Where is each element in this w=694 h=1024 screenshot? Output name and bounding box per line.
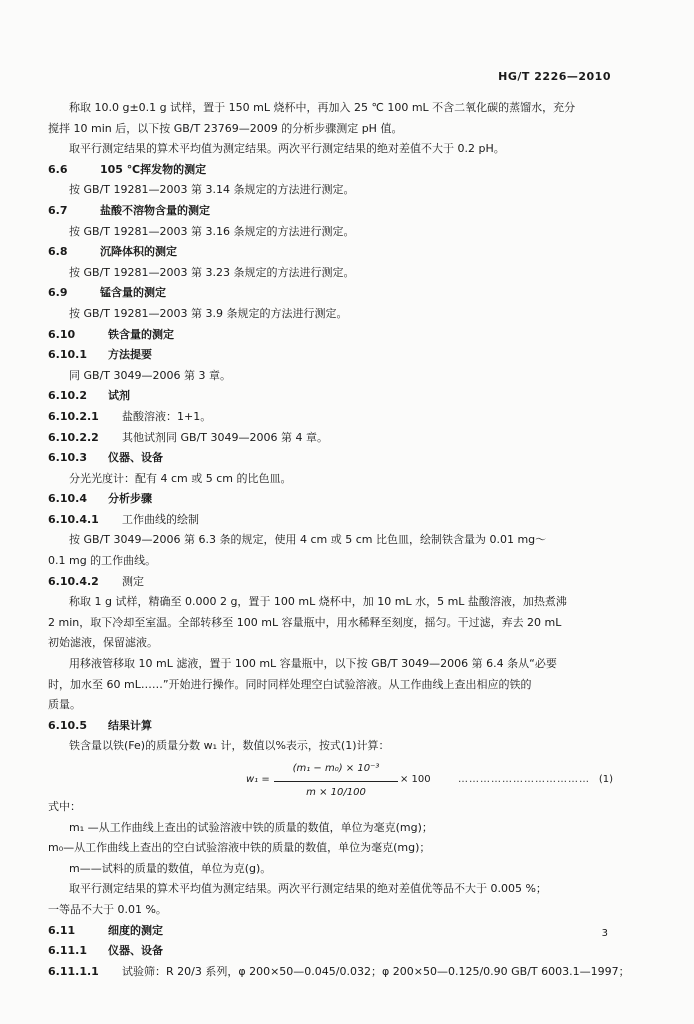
subsection-number: 6.11.1.1 [48,964,99,978]
text-line: 称取 1 g 试样，精确至 0.000 2 g，置于 100 mL 烧杯中，加 10 mL 水，5 mL 盐酸溶液，加热煮沸 [69,595,567,609]
section-title: 结果计算 [108,718,152,732]
section-number: 6.10.1 [48,348,87,362]
text-line: 称取 10.0 g±0.1 g 试样，置于 150 mL 烧杯中，再加入 25 ℃ 100 mL 不含二氧化碳的蒸馏水，充分 [69,101,576,114]
subsection-line [48,510,613,531]
text-line: 按 GB/T 19281—2003 第 3.14 条规定的方法进行测定。 [69,183,355,197]
section-number: 6.10.3 [48,451,87,465]
section-title: 仪器、设备 [108,944,163,958]
section-heading [48,345,613,366]
section-title: 试剂 [108,389,130,403]
section-heading [48,921,613,942]
section-heading [48,716,613,737]
section-number: 6.9 [48,286,68,300]
section-number: 6.11.1 [48,944,87,958]
section-number: 6.10.2 [48,389,87,403]
text-line: m₀—从工作曲线上查出的空白试验溶液中铁的质量的数值，单位为毫克(mg)； [48,841,431,855]
subsection-line [48,572,613,593]
subsection-text: 测定 [122,574,144,588]
section-heading [48,489,613,510]
formula-rhs: × 100 [400,774,431,785]
text-line: 按 GB/T 19281—2003 第 3.16 条规定的方法进行测定。 [69,224,355,238]
section-title: 沉降体积的测定 [100,245,177,259]
text-line: 按 GB/T 3049—2006 第 6.3 条的规定，使用 4 cm 或 5 cm 比色皿，绘制铁含量为 0.01 mg～ [69,533,547,547]
section-title: 分析步骤 [108,492,152,506]
section-heading [48,386,613,407]
text-line: 分光光度计：配有 4 cm 或 5 cm 的比色皿。 [69,471,292,485]
section-number: 6.6 [48,162,68,176]
text-line: 质量。 [48,698,81,712]
subsection-text: 工作曲线的绘制 [122,512,199,526]
section-number: 6.10 [48,327,76,341]
text-line: 2 min，取下冷却至室温。全部转移至 100 mL 容量瓶中，用水稀释至刻度，摇匀。干过滤，弃去 20 mL [48,615,562,629]
subsection-text: 其他试剂同 GB/T 3049—2006 第 4 章。 [122,430,328,444]
subsection-text: 盐酸溶液：1+1。 [122,409,212,423]
text-line: 搅拌 10 min 后，以下按 GB/T 23769—2009 的分析步骤测定 pH 值。 [48,121,403,135]
text-line: 时，加水至 60 mL……”开始进行操作。同时同样处理空白试验溶液。从工作曲线上查出相应的铁的 [48,677,532,691]
text-line: 式中： [48,800,81,813]
formula-denominator: m × 10/100 [306,786,366,798]
section-heading [48,325,613,346]
section-number: 6.11 [48,923,76,937]
section-number: 6.10.5 [48,718,87,732]
section-heading [48,941,613,962]
document-body [48,98,630,982]
text-line: 一等品不大于 0.01 %。 [48,902,167,916]
section-heading [48,242,613,263]
text-line: m₁ —从工作曲线上查出的试验溶液中铁的质量的数值，单位为毫克(mg)； [69,820,433,834]
subsection-line [48,428,613,449]
text-line: 用移液管移取 10 mL 滤液，置于 100 mL 容量瓶中，以下按 GB/T 3049—2006 第 6.4 条从“必要 [69,657,557,671]
subsection-number: 6.10.4.2 [48,574,99,588]
text-line: 初始滤液，保留滤液。 [48,636,158,650]
section-title: 盐酸不溶物含量的测定 [100,203,210,217]
subsection-line [48,962,630,983]
subsection-number: 6.10.2.2 [48,430,99,444]
subsection-line [48,407,613,428]
section-title: 105 ℃挥发物的测定 [100,162,207,176]
subsection-number: 6.10.4.1 [48,512,99,526]
section-heading [48,448,613,469]
formula-lhs: w₁ = [246,774,270,785]
section-heading [48,160,613,181]
text-line: 同 GB/T 3049—2006 第 3 章。 [69,368,231,382]
text-line: 取平行测定结果的算术平均值为测定结果。两次平行测定结果的绝对差值优等品不大于 0.005 %； [69,882,547,896]
section-title: 细度的测定 [108,923,163,937]
text-line: m——试料的质量的数值，单位为克(g)。 [69,861,272,875]
text-line: 取平行测定结果的算术平均值为测定结果。两次平行测定结果的绝对差值不大于 0.2 pH。 [69,142,505,156]
page-number: 3 [601,928,608,939]
formula-fraction [274,759,398,803]
section-title: 铁含量的测定 [108,327,174,341]
formula-leader-dots: ……………………………… [458,774,590,785]
text-line: 按 GB/T 19281—2003 第 3.9 条规定的方法进行测定。 [69,306,348,320]
subsection-number: 6.10.2.1 [48,409,99,423]
text-line: 铁含量以铁(Fe)的质量分数 w₁ 计，数值以%表示，按式(1)计算： [69,739,390,753]
section-number: 6.8 [48,245,68,259]
section-heading [48,201,613,222]
formula-1 [48,757,613,797]
formula-number: (1) [598,774,613,785]
section-number: 6.10.4 [48,492,87,506]
section-number: 6.7 [48,203,68,217]
section-title: 仪器、设备 [108,451,163,465]
section-title: 锰含量的测定 [100,286,166,300]
section-heading [48,283,613,304]
subsection-text: 试验筛：R 20/3 系列，φ 200×50—0.045/0.032；φ 200×50—0.125/0.90 GB/T 6003.1—1997； [122,964,630,978]
text-line: 0.1 mg 的工作曲线。 [48,554,157,568]
section-title: 方法提要 [108,348,152,362]
text-line: 按 GB/T 19281—2003 第 3.23 条规定的方法进行测定。 [69,265,355,279]
standard-number: HG/T 2226—2010 [498,70,611,83]
formula-numerator: (m₁ − m₀) × 10⁻³ [274,759,398,782]
